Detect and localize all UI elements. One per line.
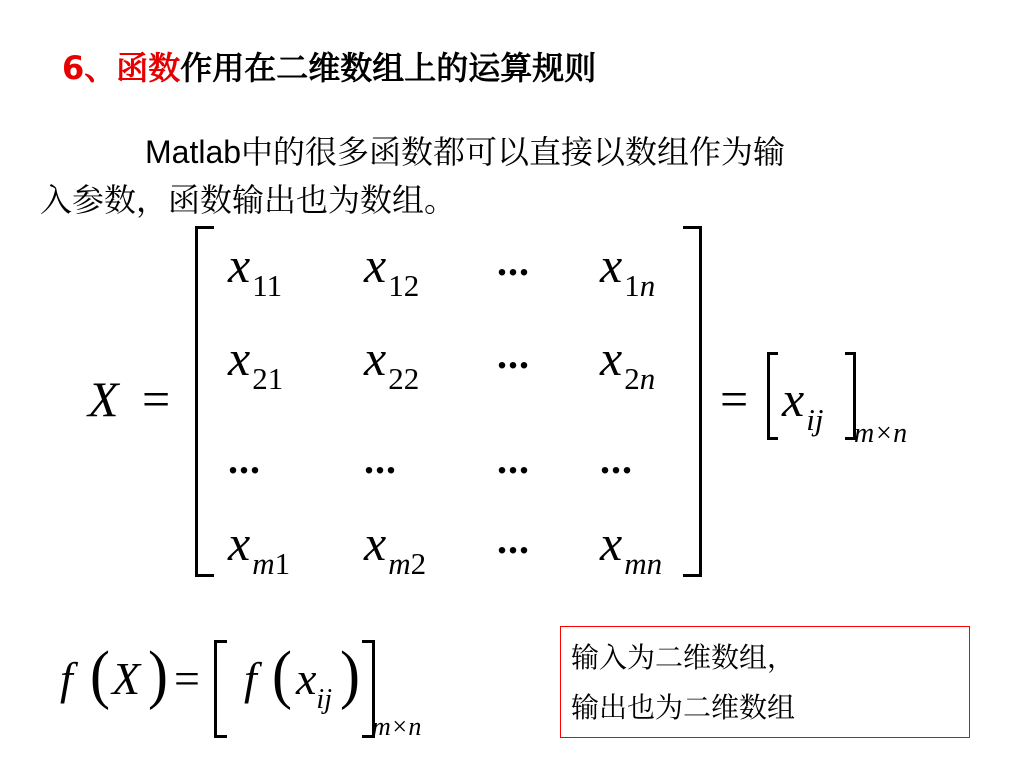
function-inner-sub: ij	[316, 684, 332, 715]
matrix-cell-base: x	[364, 330, 387, 386]
matrix-cell	[228, 515, 291, 581]
matrix-cell-ellipsis: ...	[228, 437, 261, 482]
rhs-sub: ij	[806, 402, 824, 437]
matrix-cell-ellipsis: ...	[497, 239, 530, 284]
matrix-cell	[600, 330, 656, 396]
function-inner-element	[296, 652, 332, 715]
matrix-cell	[228, 330, 284, 396]
matrix-cell-base: x	[364, 515, 387, 571]
matrix-lhs: X	[88, 371, 119, 427]
function-left-bracket	[214, 640, 227, 738]
title-number: 6、	[62, 49, 117, 87]
function-inner-paren-open: (	[272, 637, 292, 711]
matrix-cell-base: x	[600, 237, 623, 293]
paragraph-line-2: 入参数，函数输出也为数组。	[40, 181, 457, 219]
matrix-cell-subscript: 22	[388, 361, 420, 396]
matrix-cell-base: x	[600, 330, 623, 386]
matrix-cell-subscript: 2n	[624, 361, 656, 396]
function-paren-open: (	[90, 637, 110, 711]
matrix-cell-base: x	[228, 330, 251, 386]
title-rest: 作用在二维数组上的运算规则	[180, 49, 597, 87]
paragraph-line-1-rest: 中的很多函数都可以直接以数组作为输	[241, 133, 786, 171]
function-arg: X	[112, 653, 141, 704]
function-lhs	[60, 652, 73, 705]
matrix-cell	[364, 237, 420, 303]
function-inner-f: f	[244, 653, 257, 704]
matrix-cell-base: x	[600, 515, 623, 571]
matrix-cell	[600, 237, 656, 303]
title-highlight: 函数	[116, 49, 181, 87]
matrix-cell-ellipsis: ...	[497, 517, 530, 562]
note-box	[560, 626, 970, 738]
matrix-cell-subscript: 1n	[624, 268, 656, 303]
matrix-rhs-equals: =	[720, 371, 749, 427]
matrix-cell-subscript: 11	[252, 268, 283, 303]
matrix-right-bracket	[683, 226, 702, 577]
matrix-cell-subscript: 12	[388, 268, 420, 303]
matrix-cell-ellipsis: ...	[497, 437, 530, 482]
matrix-cell-subscript: m2	[388, 546, 427, 581]
paragraph-line-1	[145, 127, 785, 173]
matrix-equals: =	[142, 371, 171, 427]
matrix-cell	[600, 515, 663, 581]
matrix-cell-base: x	[364, 237, 387, 293]
rhs-size: m×n	[854, 418, 908, 449]
paragraph-latin: Matlab	[145, 134, 242, 170]
note-line-1: 输入为二维数组，	[571, 641, 796, 674]
rhs-left-bracket	[767, 352, 778, 440]
matrix-cell-ellipsis: ...	[497, 332, 530, 377]
function-equals: =	[174, 653, 200, 704]
matrix-cell	[364, 515, 427, 581]
matrix-cell-subscript: mn	[624, 546, 663, 581]
matrix-cell-ellipsis: ...	[364, 437, 397, 482]
matrix-cell	[228, 237, 283, 303]
function-inner-paren-close: )	[340, 637, 360, 711]
function-paren-close: )	[148, 637, 168, 711]
rhs-element	[782, 370, 824, 437]
function-size: m×n	[372, 712, 422, 741]
slide-title	[62, 43, 596, 89]
matrix-cell-base: x	[228, 515, 251, 571]
matrix-cell-subscript: 21	[252, 361, 284, 396]
rhs-base: x	[782, 371, 805, 427]
matrix-cell	[364, 330, 420, 396]
matrix-cell-base: x	[228, 237, 251, 293]
function-inner-base: x	[296, 653, 317, 704]
matrix-cell-subscript: m1	[252, 546, 291, 581]
note-line-2: 输出也为二维数组	[571, 691, 796, 724]
function-f: f	[60, 653, 73, 704]
matrix-cell-ellipsis: ...	[600, 437, 633, 482]
matrix-left-bracket	[195, 226, 214, 577]
